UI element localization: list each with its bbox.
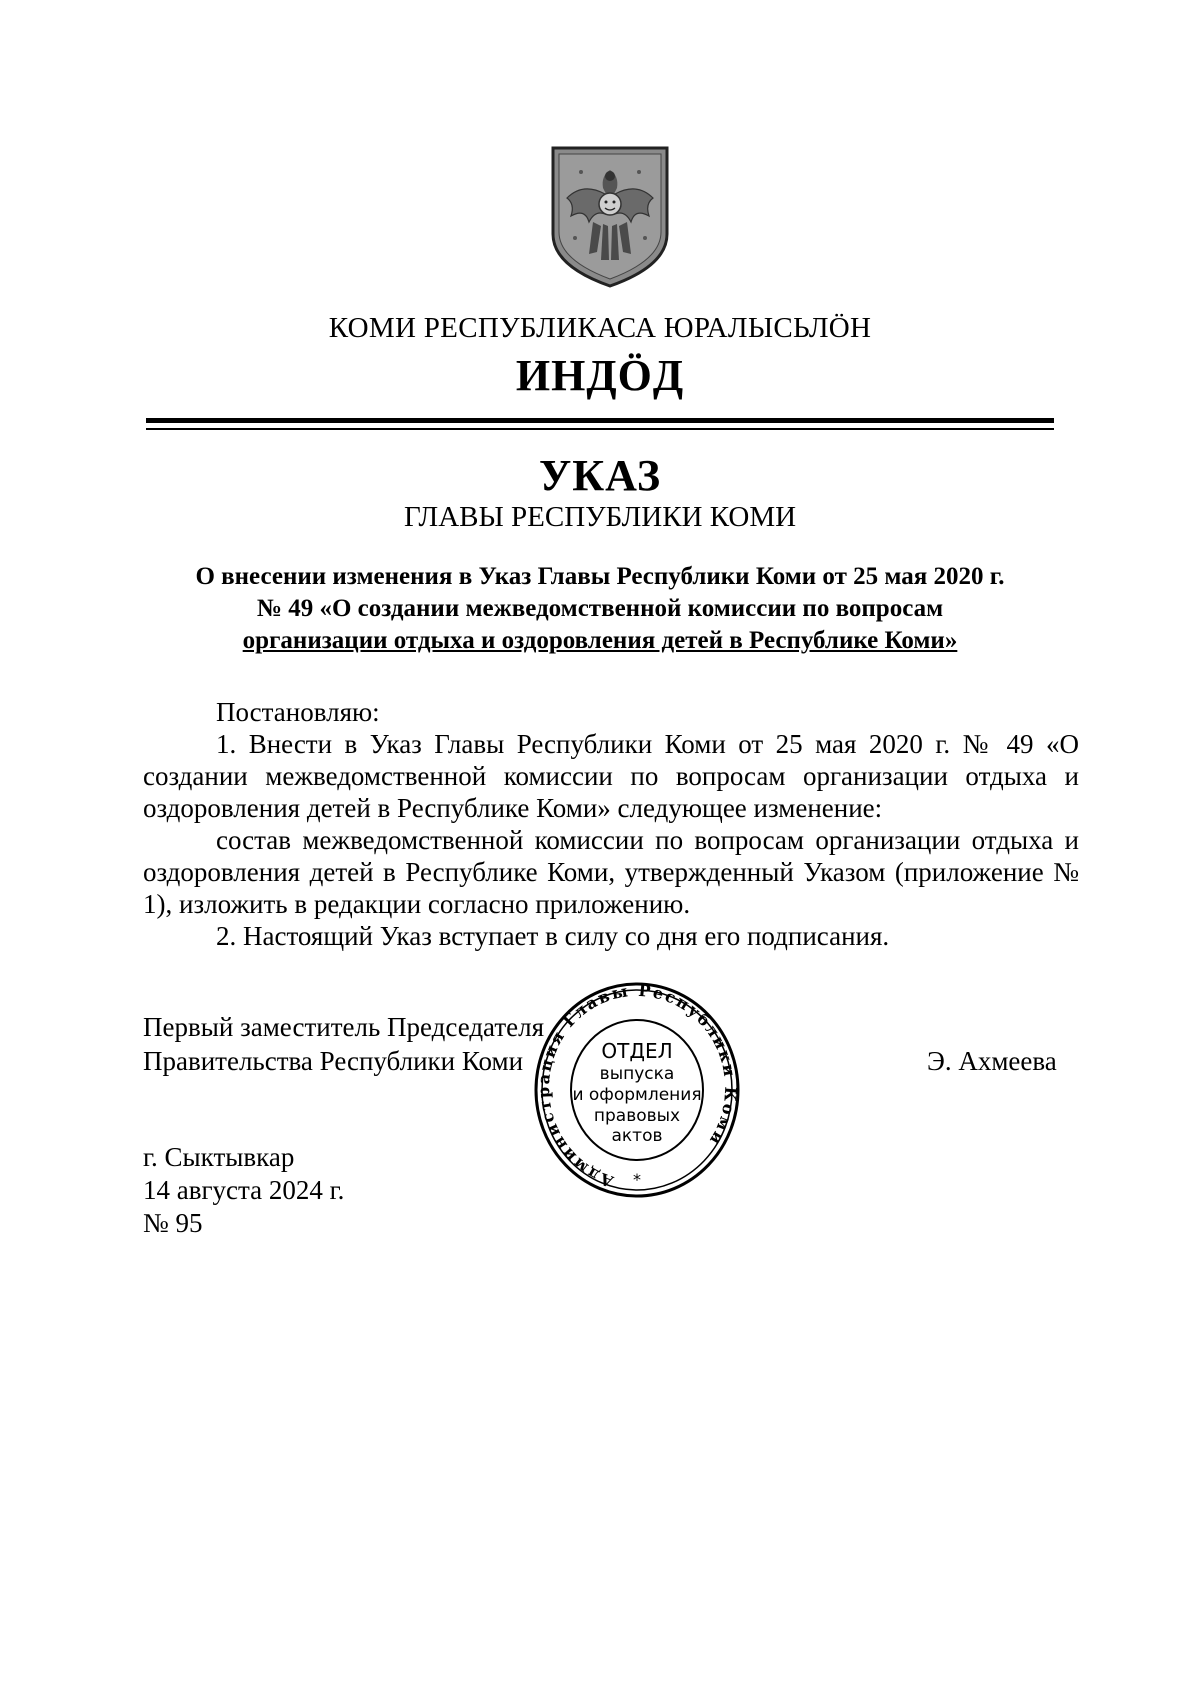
decree-heading [120, 561, 1080, 657]
decree-heading-line: № 49 «О создании межведомственной комиссии по вопросам [256, 595, 944, 622]
stamp-center-line: правовых [593, 1106, 681, 1126]
signatory-title [143, 1010, 544, 1078]
decree-date: 14 августа 2024 г. [143, 1175, 345, 1205]
stamp-center-line: ОТДЕЛ [601, 1039, 673, 1063]
body-paragraph: Постановляю: [216, 697, 380, 727]
komi-coat-of-arms-icon [545, 142, 675, 290]
stamp-bottom-mark: * [633, 1170, 641, 1189]
body-paragraph: состав межведомственной комиссии по вопросам организации отдыха и оздоровления детей в Республике Коми, утвержденный Указом (приложение № 1), изложить в редакции согласно приложению. [143, 825, 1079, 919]
decree-heading-line: О внесении изменения в Указ Главы Республики Коми от 25 мая 2020 г. [195, 563, 1005, 590]
official-stamp [532, 980, 742, 1200]
city: г. Сыктывкар [143, 1142, 295, 1172]
body-paragraph: 1. Внести в Указ Главы Республики Коми от 25 мая 2020 г. № 49 «О создании межведомственной комиссии по вопросам организации отдыха и оздоровления детей в Республике Коми» следующее изменение: [143, 729, 1079, 823]
document-type: УКАЗ [538, 451, 662, 500]
stamp-center-line: и оформления [572, 1085, 702, 1105]
signatory-name: Э. Ахмеева [927, 1046, 1057, 1076]
decree-body [143, 696, 1079, 952]
header-divider-thin [146, 428, 1054, 430]
place-date-number [143, 1141, 344, 1240]
issuer-title: ГЛАВЫ РЕСПУБЛИКИ КОМИ [403, 501, 797, 533]
stamp-center-line: выпуска [599, 1064, 675, 1084]
stamp-ring-text: Администрация Главы Республики Коми [533, 980, 741, 1192]
signatory-title-line: Правительства Республики Коми [143, 1046, 524, 1076]
signatory-title-line: Первый заместитель Председателя [143, 1012, 545, 1042]
stamp-center-line: актов [611, 1126, 663, 1146]
republic-name-komi: КОМИ РЕСПУБЛИКАСА ЮРАЛЫСЬЛÖН [328, 312, 872, 344]
header-divider-thick [146, 418, 1054, 423]
body-paragraph: 2. Настоящий Указ вступает в силу со дня его подписания. [216, 921, 890, 951]
document-type-komi: ИНДÖД [515, 351, 685, 400]
decree-number: № 95 [143, 1208, 203, 1238]
decree-heading-line: организации отдыха и оздоровления детей в Республике Коми» [242, 627, 958, 654]
